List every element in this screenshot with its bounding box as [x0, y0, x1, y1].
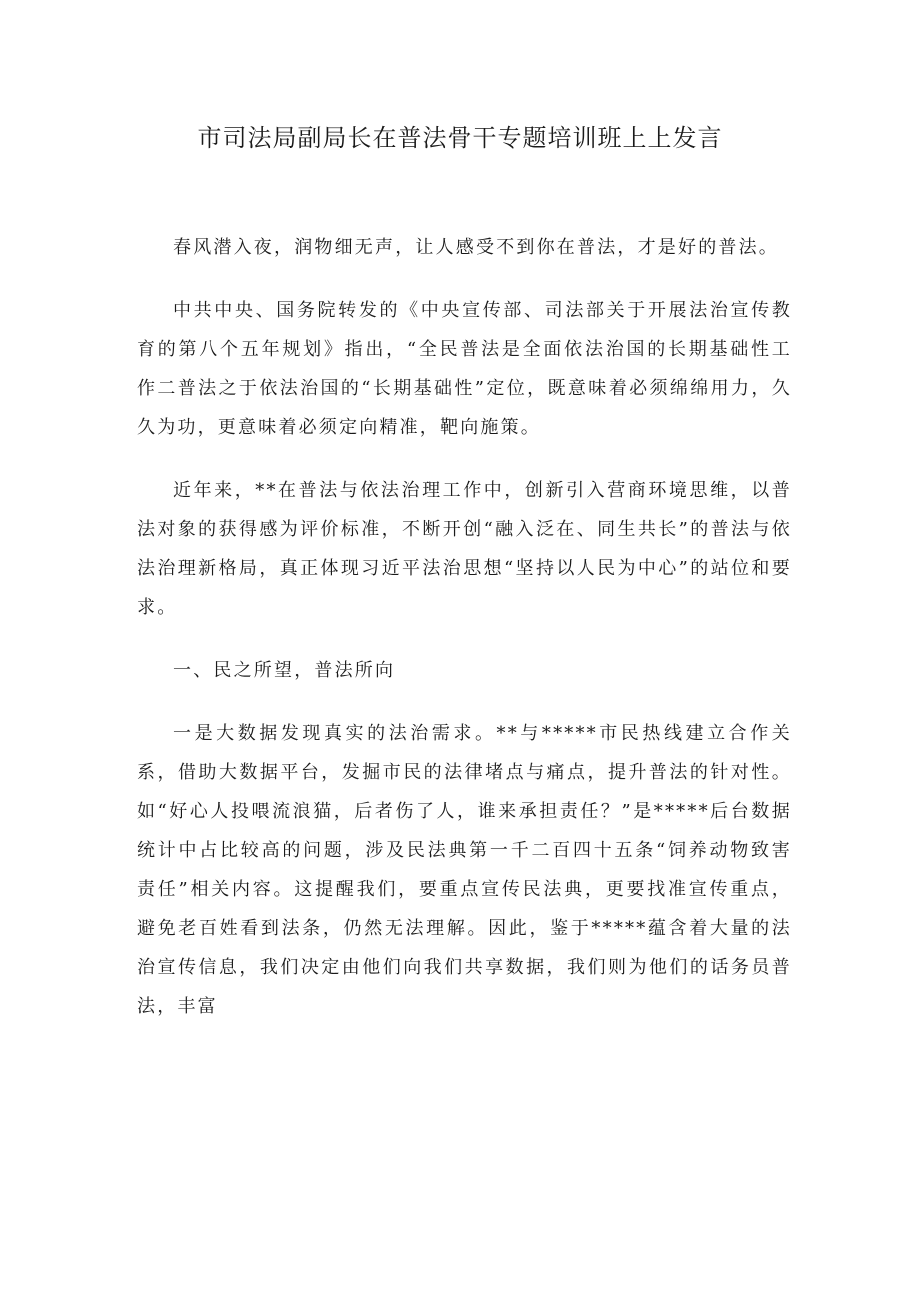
paragraph-recent-years: 近年来，**在普法与依法治理工作中，创新引入营商环境思维，以普法对象的获得感为评价标准，不断开创“融入泛在、同生共长”的普法与依法治理新格局，真正体现习近平法治思想“坚持以人民为中心”的站位和要求。	[137, 480, 792, 618]
paragraph-big-data: 一是大数据发现真实的法治需求。**与*****市民热线建立合作关系，借助大数据平台，发掘市民的法律堵点与痛点，提升普法的针对性。如“好心人投喂流浪猫，后者伤了人，谁来承担责任？”是*****后台数据统计中占比较高的问题，涉及民法典第一千二百四十五条“饲养动物致害责任”相关内容。这提醒我们，要重点宣传民法典，更要找准宣传重点，避免老百姓看到法条，仍然无法理解。因此，鉴于*****蕴含着大量的法治宣传信息，我们决定由他们向我们共享数据，我们则为他们的话务员普法，丰富	[137, 723, 792, 1017]
document-title: 市司法局副局长在普法骨干专题培训班上上发言	[197, 124, 723, 152]
document-body	[137, 228, 792, 1050]
paragraph-plan-quote: 中共中央、国务院转发的《中央宣传部、司法部关于开展法治宣传教育的第八个五年规划》指出，“全民普法是全面依法治国的长期基础性工作二普法之于依法治国的“长期基础性”定位，既意味着必须绵绵用力，久久为功，更意味着必须定向精准，靶向施策。	[137, 300, 792, 438]
paragraph-intro: 春风潜入夜，润物细无声，让人感受不到你在普法，才是好的普法。	[173, 237, 779, 258]
section-heading-1: 一、民之所望，普法所向	[173, 660, 396, 681]
